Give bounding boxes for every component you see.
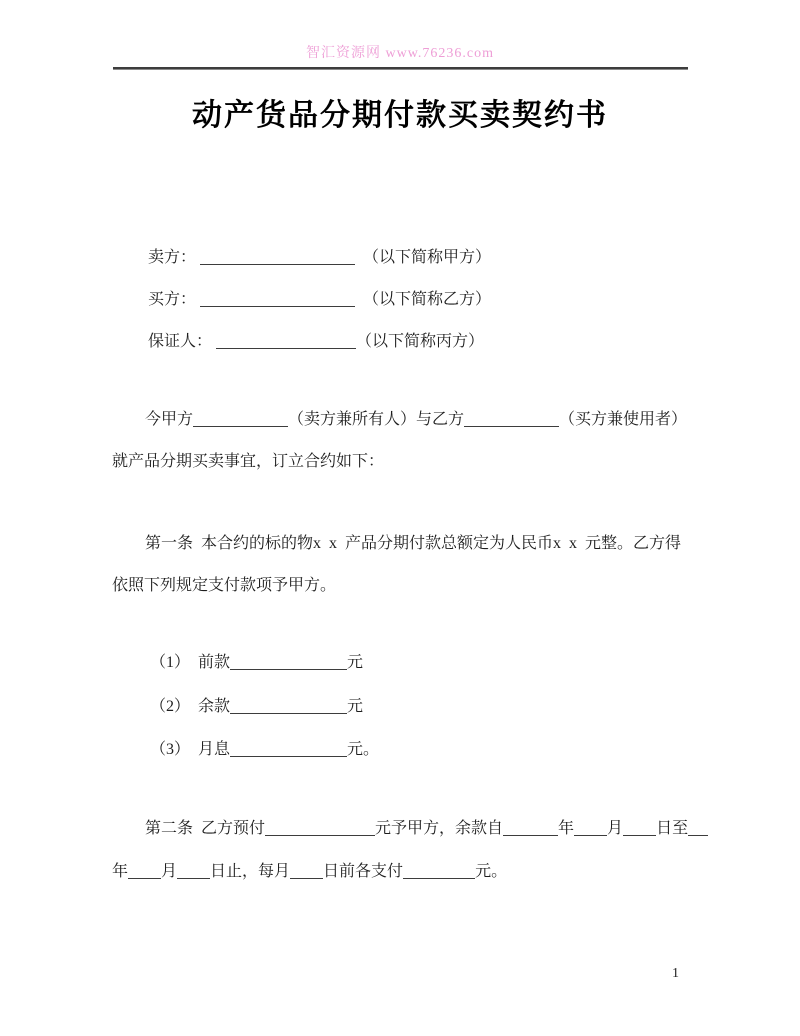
text-run: 月 bbox=[607, 820, 624, 837]
text-run: 保证人： bbox=[148, 333, 217, 350]
payment-item-1 bbox=[112, 642, 732, 684]
watermark-text: 智汇资源网 www.76236.com bbox=[305, 46, 495, 61]
text-run: 日至 bbox=[656, 820, 689, 837]
fill-in-blank bbox=[216, 330, 356, 349]
fill-in-blank bbox=[230, 651, 347, 670]
text-run: （以下简称甲方） bbox=[355, 249, 492, 266]
text-run: 买方： bbox=[148, 291, 201, 308]
text-run: 今甲方 bbox=[145, 411, 194, 428]
text-run: （3） 月息 bbox=[150, 741, 231, 758]
text-run: 就产品分期买卖事宜，订立合约如下： bbox=[112, 453, 385, 470]
text-run: （买方兼使用者） bbox=[559, 411, 688, 428]
article-1-line-2 bbox=[112, 565, 694, 607]
article-2-line-1 bbox=[112, 808, 727, 850]
fill-in-blank bbox=[200, 288, 355, 307]
text-run: （卖方兼所有人）与乙方 bbox=[288, 411, 465, 428]
document-title: 动产货品分期付款买卖契约书 bbox=[192, 99, 608, 132]
header-rule-divider bbox=[113, 67, 688, 70]
text-run: 元 bbox=[347, 654, 364, 671]
text-run: 年 bbox=[558, 820, 575, 837]
text-run: 卖方： bbox=[148, 249, 201, 266]
text-run: （以下简称乙方） bbox=[355, 291, 492, 308]
text-run: 元予甲方，余款自 bbox=[375, 820, 504, 837]
text-run: （以下简称丙方） bbox=[356, 333, 485, 350]
fill-in-blank bbox=[403, 860, 475, 879]
text-run: （2） 余款 bbox=[150, 698, 231, 715]
fill-in-blank bbox=[623, 817, 656, 836]
intro-paragraph-line-1 bbox=[112, 399, 727, 441]
article-1-line-1 bbox=[112, 523, 727, 565]
fill-in-blank bbox=[230, 738, 347, 757]
fill-in-blank bbox=[230, 695, 347, 714]
fill-in-blank bbox=[574, 817, 607, 836]
payment-item-3 bbox=[112, 729, 732, 771]
text-run: 第二条 乙方预付 bbox=[145, 820, 266, 837]
page-number: 1 bbox=[672, 966, 679, 981]
text-run: 日前各支付 bbox=[323, 863, 404, 880]
fill-in-blank bbox=[464, 408, 559, 427]
text-run: 元 bbox=[347, 698, 364, 715]
fill-in-blank bbox=[200, 246, 355, 265]
text-run: 年 bbox=[112, 863, 129, 880]
text-run: 日止，每月 bbox=[210, 863, 291, 880]
text-run: （1） 前款 bbox=[150, 654, 231, 671]
fill-in-blank bbox=[265, 817, 375, 836]
text-run: 元。 bbox=[347, 741, 380, 758]
party-line-guarantor bbox=[112, 321, 730, 363]
party-line-seller bbox=[112, 237, 730, 279]
fill-in-blank bbox=[177, 860, 210, 879]
fill-in-blank bbox=[688, 817, 708, 836]
intro-paragraph-line-2 bbox=[112, 441, 694, 483]
fill-in-blank bbox=[193, 408, 288, 427]
party-line-buyer bbox=[112, 279, 730, 321]
text-run: 元。 bbox=[475, 863, 508, 880]
text-run: 第一条 本合约的标的物x x 产品分期付款总额定为人民币x x 元整。乙方得 bbox=[145, 535, 682, 552]
fill-in-blank bbox=[128, 860, 161, 879]
fill-in-blank bbox=[290, 860, 323, 879]
payment-item-2 bbox=[112, 686, 732, 728]
text-run: 依照下列规定支付款项予甲方。 bbox=[112, 577, 337, 594]
article-2-line-2 bbox=[112, 851, 694, 893]
text-run: 月 bbox=[161, 863, 178, 880]
fill-in-blank bbox=[503, 817, 558, 836]
